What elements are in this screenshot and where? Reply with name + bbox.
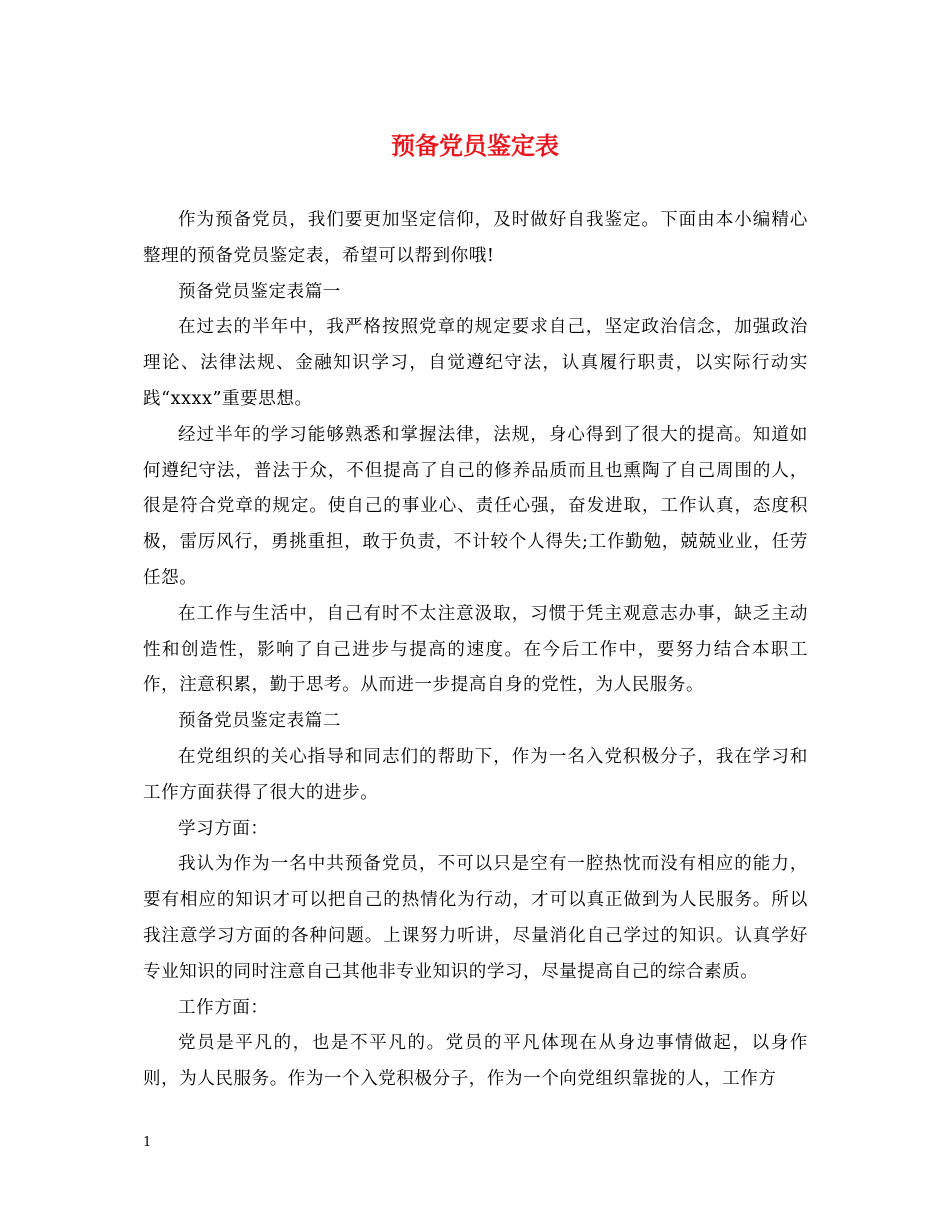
section-heading-part-two: 预备党员鉴定表篇二 (178, 711, 341, 732)
body-paragraph: 经过半年的学习能够熟悉和掌握法律，法规，身心得到了很大的提高。知道如何遵纪守法，普法于众，不但提高了自己的修养品质而且也熏陶了自己周围的人，很是符合党章的规定。使自己的事业心、责任心强，奋发进取，工作认真，态度积极，雷厉风行，勇挑重担，敢于负责，不计较个人得失;工作勤勉，兢兢业业，任劳任怨。 (143, 424, 808, 588)
body-paragraph: 在过去的半年中，我严格按照党章的规定要求自己，坚定政治信念，加强政治理论、法律法规、金融知识学习，自觉遵纪守法，认真履行职责，以实际行动实践“xxxx”重要思想。 (143, 317, 808, 409)
body-paragraph: 党员是平凡的，也是不平凡的。党员的平凡体现在从身边事情做起，以身作则，为人民服务。作为一个入党积极分子，作为一个向党组织靠拢的人，工作方 (143, 1033, 808, 1090)
section-heading-part-one: 预备党员鉴定表篇一 (178, 281, 341, 302)
document-title: 预备党员鉴定表 (391, 131, 559, 160)
body-paragraph: 我认为作为一名中共预备党员，不可以只是空有一腔热忱而没有相应的能力，要有相应的知识才可以把自己的热情化为行动，才可以真正做到为人民服务。所以我注意学习方面的各种问题。上课努力听讲，尽量消化自己学过的知识。认真学好专业知识的同时注意自己其他非专业知识的学习，尽量提高自己的综合素质。 (143, 854, 808, 982)
page-number: 1 (143, 1135, 152, 1150)
body-paragraph: 在党组织的关心指导和同志们的帮助下，作为一名入党积极分子，我在学习和工作方面获得了很大的进步。 (143, 746, 808, 803)
body-paragraph: 在工作与生活中，自己有时不太注意汲取，习惯于凭主观意志办事，缺乏主动性和创造性，影响了自己进步与提高的速度。在今后工作中，要努力结合本职工作，注意积累，勤于思考。从而进一步提高自身的党性，为人民服务。 (143, 603, 808, 696)
subheading-study: 学习方面： (178, 818, 269, 839)
document-body (143, 203, 808, 1098)
subheading-work: 工作方面： (178, 997, 269, 1018)
intro-paragraph: 作为预备党员，我们要更加坚定信仰，及时做好自我鉴定。下面由本小编精心整理的预备党员鉴定表，希望可以帮到你哦! (143, 210, 808, 266)
